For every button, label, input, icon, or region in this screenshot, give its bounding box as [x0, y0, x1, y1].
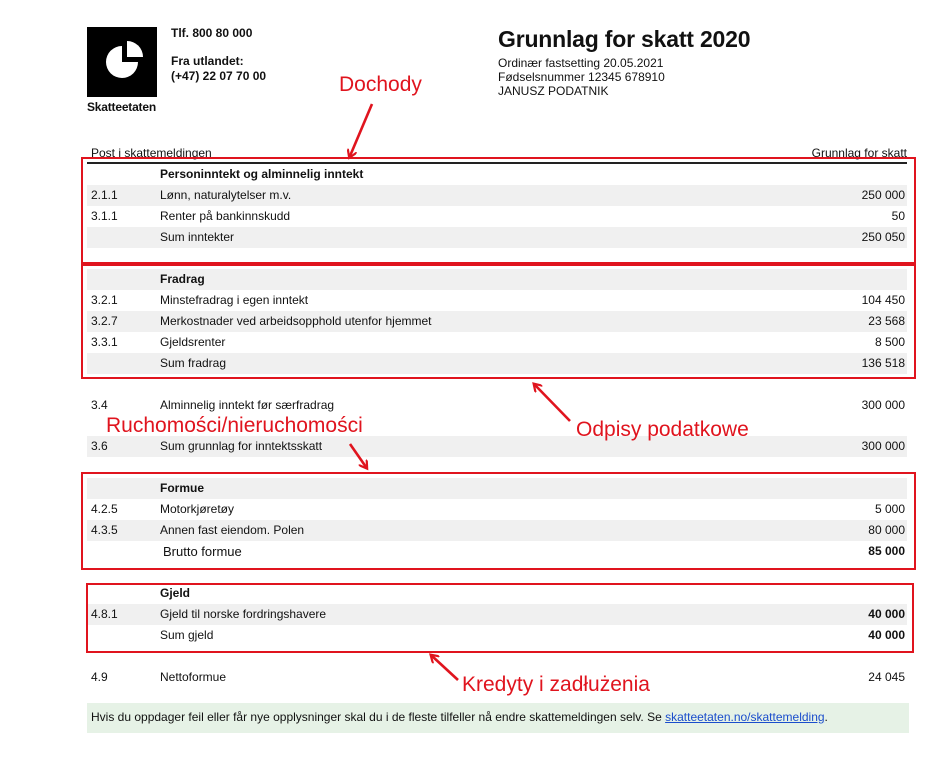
info-notice	[87, 703, 909, 733]
column-header-basis: Grunnlag for skatt	[811, 146, 907, 160]
section-header-debt: Gjeld	[160, 586, 191, 600]
notice-end: .	[824, 710, 828, 724]
skattemelding-link[interactable]: skatteetaten.no/skattemelding	[665, 710, 825, 724]
annotation-debt: Kredyty i zadłużenia	[462, 673, 650, 696]
table-row-sum: Sum inntekter 250 050	[87, 227, 907, 248]
table-row-sum: Sum gjeld 40 000	[160, 628, 905, 642]
arrow-property-icon	[350, 444, 366, 467]
table-row: 3.2.1 Minstefradrag i egen inntekt 104 450	[91, 293, 905, 307]
arrow-debt-icon	[432, 656, 458, 680]
national-id: Fødselsnummer 12345 678910	[498, 70, 665, 84]
logo-text: Skatteetaten	[87, 100, 156, 114]
phone-number: Tlf. 800 80 000	[171, 26, 253, 40]
arrow-deductions-icon	[535, 385, 570, 421]
table-row: 2.1.1 Lønn, naturalytelser m.v. 250 000	[87, 185, 907, 206]
table-row-sum: Brutto formue 85 000	[163, 544, 905, 559]
notice-text: Hvis du oppdager feil eller får nye opplysninger skal du i de fleste tilfeller nå endre skattemeldingen selv. Se	[91, 710, 666, 724]
table-row-sum: Sum fradrag 136 518	[87, 353, 907, 374]
page-title: Grunnlag for skatt 2020	[498, 26, 751, 52]
table-row: 4.9 Nettoformue 24 045	[91, 670, 905, 684]
table-row: 3.6 Sum grunnlag for inntektsskatt 300 000	[87, 436, 907, 457]
annotation-income: Dochody	[339, 73, 422, 96]
abroad-label: Fra utlandet:	[171, 54, 244, 68]
table-row: 3.4 Alminnelig inntekt før særfradrag 300 000	[91, 398, 905, 412]
table-row: 4.2.5 Motorkjøretøy 5 000	[91, 502, 905, 516]
arrow-income-icon	[350, 104, 372, 156]
section-header-deductions: Fradrag	[87, 269, 907, 290]
table-row: 3.2.7 Merkostnader ved arbeidsopphold utenfor hjemmet 23 568	[87, 311, 907, 332]
taxpayer-name: JANUSZ PODATNIK	[498, 84, 609, 98]
annotation-property: Ruchomości/nieruchomości	[106, 414, 363, 437]
table-row: 4.8.1 Gjeld til norske fordringshavere 40 000	[87, 604, 907, 625]
section-header-income: Personinntekt og alminnelig inntekt	[160, 167, 364, 181]
abroad-phone: (+47) 22 07 70 00	[171, 69, 267, 83]
assessment-date: Ordinær fastsetting 20.05.2021	[498, 56, 664, 70]
section-header-wealth: Formue	[87, 478, 907, 499]
table-row: 3.1.1 Renter på bankinnskudd 50	[91, 209, 905, 223]
column-header-post: Post i skattemeldingen	[91, 146, 212, 160]
table-row: 4.3.5 Annen fast eiendom. Polen 80 000	[87, 520, 907, 541]
table-row: 3.3.1 Gjeldsrenter 8 500	[91, 335, 905, 349]
annotation-deductions: Odpisy podatkowe	[576, 418, 749, 441]
